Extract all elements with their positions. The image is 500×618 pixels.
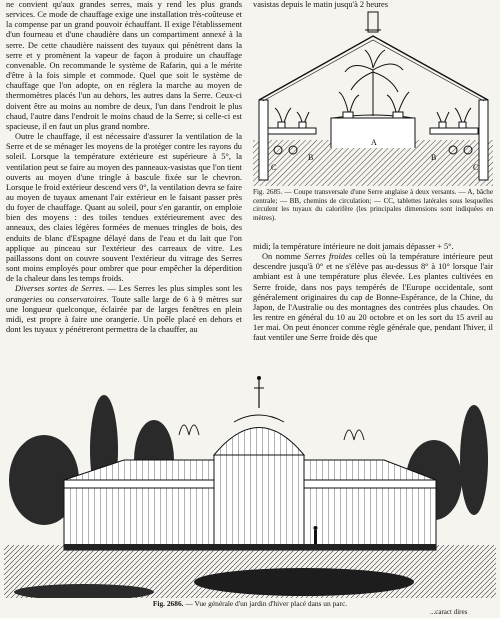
caption-text: — Vue générale d'un jardin d'hiver placé dans un parc. [183, 599, 348, 608]
bottom-corner-text: ...caract dires [430, 608, 468, 616]
caption-number: Fig. 2686. [152, 599, 184, 608]
label-a: A [371, 138, 377, 147]
figure-top-text: vasistas depuis le matin jusqu'à 2 heures [253, 0, 389, 9]
label-b-right: B [431, 153, 437, 162]
label-c-left: C [271, 163, 277, 172]
winter-garden-illustration [4, 360, 496, 598]
left-text-column [6, 0, 242, 335]
paragraph-kinds-of-serres: Diverses sortes de Serres. — Les Serres les plus simples sont les orangeries ou conservatoires. Toute salle large de 6 à 9 mètres sur une longueur quelconque, éclairée par de larges fenêtres en plein midi, est propre à faire une orangerie. Un poêle placé en dehors et dont les tuyaux y pénétreront permettra de la chauffer, au [6, 284, 242, 334]
figure-caption-2685: Fig. 2685. — Coupe transversale d'une Serre anglaise à deux versants. — A, bâche centrale; — BB, chemins de circulation; — CC, tablettes latérales sous lesquelles circulent les tuyaux du calorifère (les principales dimensions sont indiquées en mètres). [253, 188, 493, 222]
paragraph-ventilation: Outre le chauffage, il est nécessaire d'assurer la ventilation de la Serre et de se ménager les moyens de la protéger contre les rayons du soleil. Lorsque la température extérieure est supérieure à 5°, la ventilation peut se faire au moyen des panneaux-vasistas que l'on tient ouverts au moyen d'une tringle à bascule fixée sur le chevron. Lorsque le froid extérieur descend vers 0°, la ventilation devra se faire au moyen de tuyaux amenant l'air extérieur en le faisant passer près du foyer de chauffage. Quant au soleil, pour s'en garantir, on emploie bien des moyens : des toiles tendues extérieurement avec des anneaux, des claies légères formées de menues tringles de bois, des enduits de blanc d'Espagne délayé dans de l'eau et du lait que l'on applique au pinceau sur l'extérieur des carreaux de vitre. Les paillassons dont on couvre souvent l'extérieur du vitrage des Serres sont moins employés pour ombrer que pour empêcher la déperdition de la chaleur dans les temps froids. [6, 132, 242, 284]
paragraph-heating: ne convient qu'aux grandes serres, mais y rend les plus grands services. Ce mode de chauffage exige une installation très-coûteuse et la compense par un grand pouvoir échauffant. Il exige l'établissement d'un fourneau et d'une chaudière dans un compartiment annexé à la serre. De cette chaudière naissent des tuyaux qui pénètrent dans la serre et y promènent la vapeur de façon à produire un chauffage convenable. On recommande le système de Rafarin, qui a le mérite d'être à la fois simple et commode. Quel que soit le système de chauffage que l'on adopte, on en réglera la marche au moyen de thermomètres placés l'un au dehors, les autres dans la Serre. Ceux-ci doivent être au moins au nombre de deux, l'un dans l'endroit le plus chaud, l'autre dans l'endroit le moins chaud de la Serre; si celle-ci est spacieuse, il en faut un plus grand nombre. [6, 0, 242, 131]
section-illustration [253, 0, 493, 186]
figure-caption-2686 [0, 599, 500, 608]
right-text-column [253, 242, 493, 344]
figure-winter-garden [4, 360, 496, 598]
paragraph-temperature: midi; la température intérieure ne doit jamais dépasser + 5°. [253, 242, 454, 251]
label-c-right: C [473, 163, 479, 172]
paragraph-serres-froides: On nomme Serres froides celles où la température intérieure peut descendre jusqu'à 0° et ne s'élève pas au-dessus 8° à 10° lorsque l'air ambiant est à une température plus élevée. Les plantes cultivées en Serre froide, dans nos pays tempérés de l'Europe occidentale, sont généralement originaires du cap de Bonne-Espérance, de la Chine, du Japon, de l'Australie ou des montagnes des contrées plus chaudes. On les rentre en général du 10 au 20 octobre et on les sort du 15 avril au 1er mai. On peut énoncer comme règle générale que, pendant l'hiver, il faut ventiler une Serre froide dès que [253, 252, 494, 343]
figure-greenhouse-section [253, 0, 493, 186]
section-heading: Diverses sortes de Serres. [15, 284, 105, 294]
label-b-left: B [308, 153, 314, 162]
